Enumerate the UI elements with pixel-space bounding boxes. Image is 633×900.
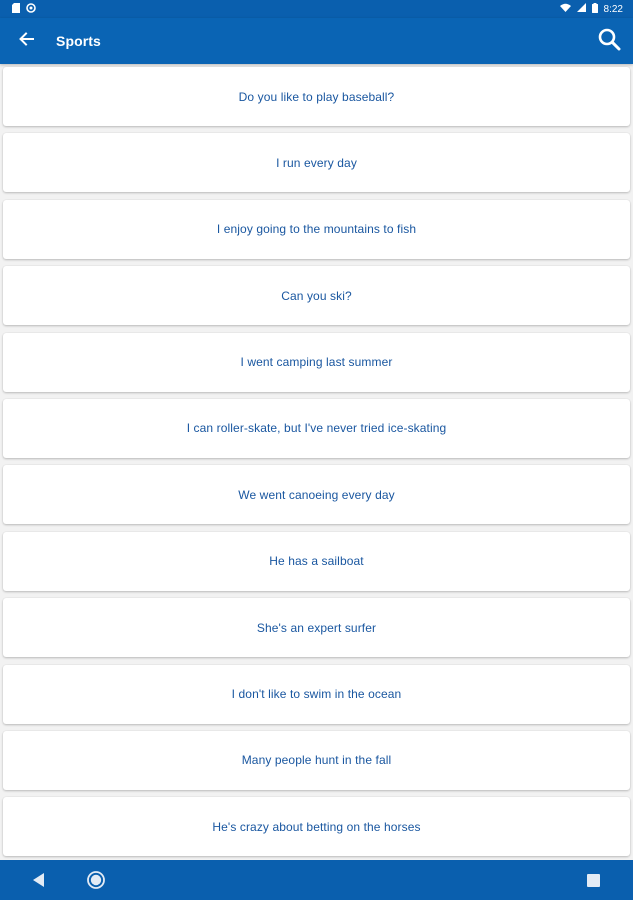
page-title: Sports bbox=[56, 33, 101, 49]
wifi-icon bbox=[560, 3, 571, 15]
status-left-icons bbox=[12, 3, 36, 16]
phrase-text: I enjoy going to the mountains to fish bbox=[216, 222, 417, 237]
phrase-card[interactable] bbox=[3, 598, 630, 657]
phrase-card[interactable] bbox=[3, 133, 630, 192]
phrase-card[interactable] bbox=[3, 333, 630, 392]
phrase-text: He has a sailboat bbox=[269, 554, 364, 569]
phrase-text: I don't like to swim in the ocean bbox=[231, 687, 402, 702]
status-time: 8:22 bbox=[603, 3, 623, 15]
phrase-card[interactable] bbox=[3, 266, 630, 325]
search-icon bbox=[597, 27, 621, 56]
phrase-card[interactable] bbox=[3, 665, 630, 724]
back-button[interactable] bbox=[0, 18, 52, 64]
phrase-text: Many people hunt in the fall bbox=[241, 753, 392, 768]
system-nav-bar bbox=[0, 860, 633, 900]
arrow-back-icon bbox=[18, 31, 34, 52]
phrase-card[interactable] bbox=[3, 399, 630, 458]
phrase-text: I can roller-skate, but I've never tried ice-skating bbox=[186, 421, 447, 436]
app-bar bbox=[0, 18, 633, 64]
phrase-card[interactable] bbox=[3, 465, 630, 524]
nav-home-icon[interactable] bbox=[86, 870, 106, 895]
phrase-card[interactable] bbox=[3, 797, 630, 856]
status-bar bbox=[0, 0, 633, 18]
nav-recents-icon[interactable] bbox=[587, 874, 600, 892]
phrase-text: I run every day bbox=[276, 155, 357, 170]
phrase-text: I went camping last summer bbox=[240, 355, 393, 370]
phrase-card[interactable] bbox=[3, 67, 630, 126]
phrase-text: He's crazy about betting on the horses bbox=[212, 819, 421, 834]
phrase-card[interactable] bbox=[3, 532, 630, 591]
phrase-card[interactable] bbox=[3, 731, 630, 790]
phrase-text: She's an expert surfer bbox=[256, 620, 377, 635]
sd-card-icon bbox=[12, 3, 20, 16]
phrase-list[interactable] bbox=[0, 64, 633, 860]
phrase-text: We went canoeing every day bbox=[238, 487, 395, 502]
phrase-card[interactable] bbox=[3, 200, 630, 259]
nav-back-icon[interactable] bbox=[31, 872, 45, 893]
signal-icon bbox=[577, 3, 586, 15]
battery-icon bbox=[592, 3, 598, 16]
status-right-icons bbox=[560, 3, 623, 16]
phrase-text: Can you ski? bbox=[281, 288, 352, 303]
search-button[interactable] bbox=[585, 18, 633, 64]
sync-icon bbox=[26, 3, 36, 16]
phrase-text: Do you like to play baseball? bbox=[238, 89, 395, 104]
